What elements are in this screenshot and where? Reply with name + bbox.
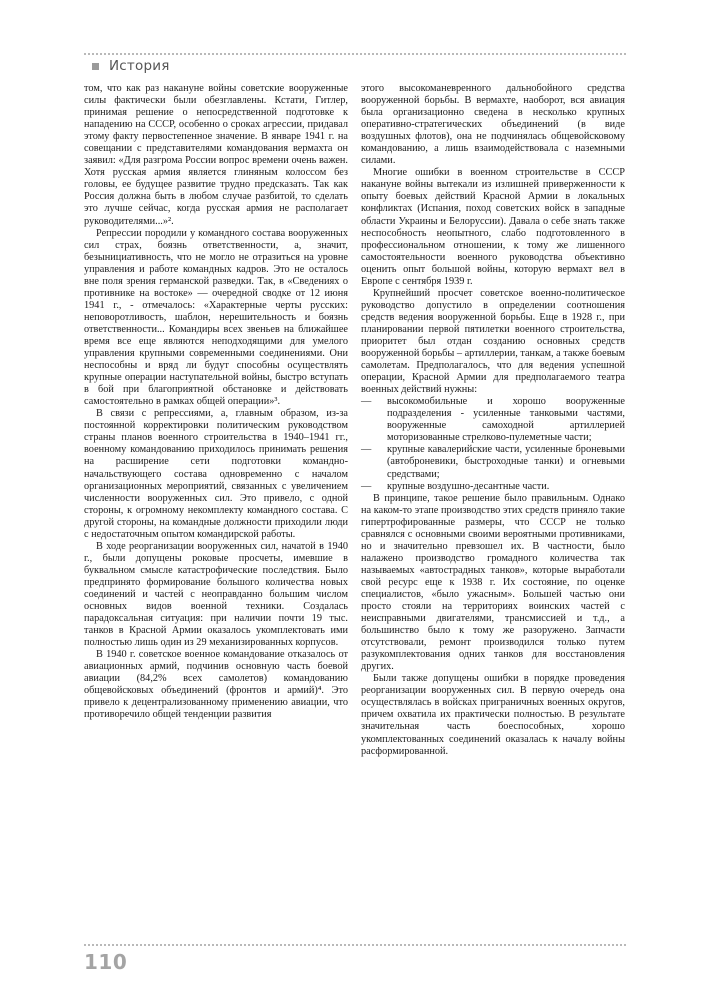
paragraph: том, что как раз накануне войны советские вооруженные силы фактически были обезглавлены. Кстати, Гитлер, принимая решение о непосредственной подготовке к нападению на СССР, особенно о сроках агрессии, придавал этому факту первостепенное значение. В январе 1941 г. на совещании с представителями командования вермахта он заявил: «Для разгрома России вопрос времени очень важен. Хотя русская армия является глиняным колоссом без головы, ее будущее развитие трудно предсказать. Так как Россия должна быть в любом случае разбитой, то сделать это лучше сейчас, когда русская армия не располагает руководителями...»². [84, 83, 348, 227]
running-header [92, 56, 170, 76]
section-title: История [109, 58, 170, 74]
top-dotted-rule [84, 53, 626, 55]
square-bullet-icon [92, 63, 99, 70]
paragraph: В принципе, такое решение было правильным. Однако на каком-то этапе производство этих средств приняло такие гипертрофированные размеры, что СССР не только сравнялся с основными своими вероятными противниками, но и значительно превзошел их. В частности, было налажено производство громадного количества так называемых «автострадных танков», которые выработали свой ресурс еще к 1938 г. Их состояние, по оценке специалистов, «было ужасным». Большей частью они просто стояли на территориях воинских частей с неисправными двигателями, трансмиссией и т.д., а большинство было к тому же разоружено. Запчасти отсутствовали, ремонт производился только путем разукомплектования одних танков для восстановления других. [361, 492, 625, 673]
dash-list [361, 396, 625, 492]
page-number: 110 [84, 950, 128, 974]
paragraph: В ходе реорганизации вооруженных сил, начатой в 1940 г., были допущены роковые просчеты, имевшие в буквальном смысле катастрофические последствия. Было предпринято формирование большого количества новых соединений и частей с неоправданно большим числом основных видов военной техники. Создалась парадоксальная ситуация: при наличии почти 19 тыс. танков в Красной Армии оказалось укомплектовать ими полностью лишь один из 29 механизированных корпусов. [84, 540, 348, 649]
left-column [84, 83, 348, 721]
right-column [361, 83, 625, 758]
paragraph: Крупнейший просчет советское военно-политическое руководство допустило в определении соотношения средств ведения вооруженной борьбы. Еще в 1928 г., при планировании первой пятилетки военного строительства, приоритет был отдан созданию основных средств вооруженной борьбы – артиллерии, танкам, а также боевым самолетам. Предполагалось, что для ведения успешной операции, Красной Армии для предполагаемого театра военных действий нужны: [361, 287, 625, 396]
paragraph: Были также допущены ошибки в порядке проведения реорганизации вооруженных сил. В первую очередь она осуществлялась в войсках приграничных военных округов, причем охватила их практически полностью. В результате значительная часть боеспособных, хорошо укомплектованных соединений оказалась к началу войны расформированной. [361, 673, 625, 757]
paragraph: этого высокоманевренного дальнобойного средства вооруженной борьбы. В вермахте, наоборот, вся авиация была организационно сведена в несколько крупных оперативно-стратегических объединений (в виде воздушных флотов), она не подчинялась общевойсковому командованию, а лишь взаимодействовала с наземными силами. [361, 83, 625, 167]
paragraph: Репрессии породили у командного состава вооруженных сил страх, боязнь ответственности, а, значит, безынициативность, что не могло не отразиться на уровне управления и работе командных кадров. Это не осталось вне поля зрения германской разведки. Так, в «Сведениях о противнике на востоке» — очередной сводке от 12 июня 1941 г., - отмечалось: «Характерные черты русских: неповоротливость, шаблон, нерешительность и боязнь ответственности... Командиры всех звеньев на ближайшее время все еще являются неподходящими для умелого управления крупными современными соединениями. Они неспособны и вряд ли будут способны осуществлять крупные операции наступательной войны, быстро вступать в бой при благоприятной обстановке и действовать самостоятельно в рамках общей операции»³. [84, 227, 348, 408]
paragraph: Многие ошибки в военном строительстве в СССР накануне войны вытекали из излишней приверженности к опыту боевых действий Красной Армии в локальных конфликтах (Испания, поход советских войск в западные области Украины и Белоруссии). Давала о себе знать также неспособность неопытного, слабо подготовленного в профессиональном отношении, к тому же лишенного самостоятельности военного руководства объективно оценить опыт большой войны, которую вермахт вел в Европе с сентября 1939 г. [361, 167, 625, 287]
bottom-dotted-rule [84, 944, 626, 946]
list-item: — крупные кавалерийские части, усиленные броневыми (автоброневики, быстроходные танки) и огневыми средствами; [361, 444, 625, 480]
list-item: — крупные воздушно-десантные части. [361, 481, 625, 493]
paragraph: В 1940 г. советское военное командование отказалось от авиационных армий, подчинив основную часть боевой авиации (84,2% всех самолетов) командованию общевойсковых объединений (фронтов и армий)⁴. Это привело к децентрализованному применению авиации, что противоречило общей тенденции развития [84, 649, 348, 721]
paragraph: В связи с репрессиями, а, главным образом, из-за постоянной корректировки политическим руководством страны планов военного строительства в 1940–1941 гг., военному командованию приходилось принимать решения на расширение сети подготовки командно-начальствующего состава одновременно с началом организационных мероприятий, связанных с увеличением численности вооруженных сил. Это привело, с одной стороны, к огромному некомплекту командного состава. С другой стороны, на командные должности приходили люди с недостаточным опытом командирской работы. [84, 408, 348, 540]
list-item: — высокомобильные и хорошо вооруженные подразделения - усиленные танковыми частями, вооруженные самоходной артиллерией моторизованные стрелково-пулеметные части; [361, 396, 625, 444]
